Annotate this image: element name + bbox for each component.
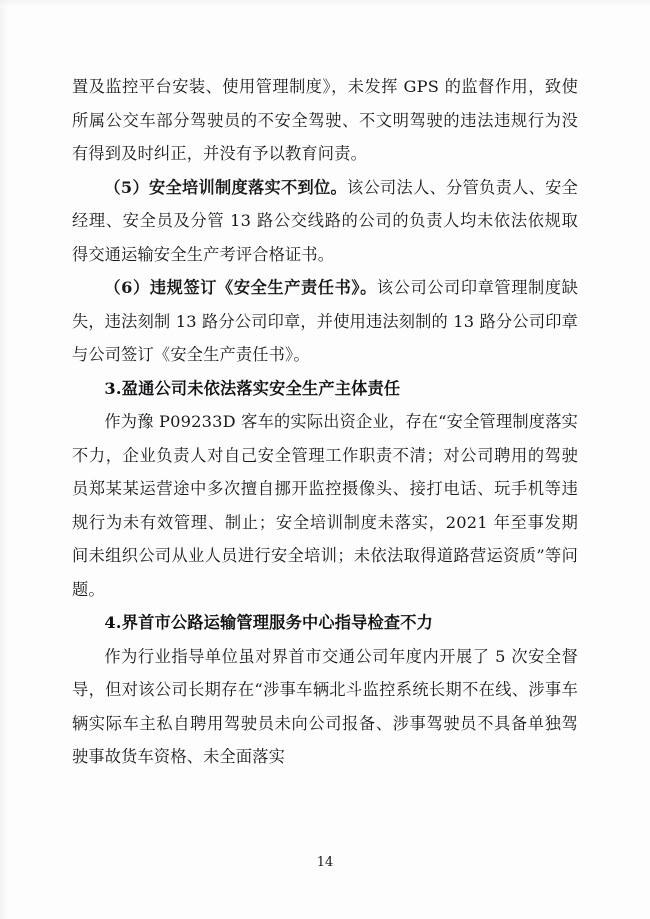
document-body [72,70,578,774]
scan-edge-top [0,0,650,8]
heading-section-3: 3.盈通公司未依法落实安全生产主体责任 [104,378,401,398]
paragraph-item-6-text: 该公司公司印章管理制度缺失，违法刻制 13 路分公司印章，并使用违法刻制的 13 路分公司印章与公司签订《安全生产责任书》。 [72,278,578,364]
paragraph-item-6 [72,271,578,372]
paragraph-item-5 [72,171,578,272]
paragraph-section-3-body: 作为豫 P09233D 客车的实际出资企业，存在“安全管理制度落实不力，企业负责人对自己安全管理工作职责不清；对公司聘用的驾驶员郑某某运营途中多次擅自挪开监控摄像头、接打电话、玩手机等违规行为未有效管理、制止；安全培训制度未落实，2021 年至事发期间未组织公司从业人员进行安全培训；未依法取得道路营运资质”等问题。 [72,412,578,599]
heading-section-4: 4.界首市公路运输管理服务中心指导检查不力 [104,613,434,632]
paragraph-item-5-lead: （5）安全培训制度落实不到位。 [104,177,348,197]
scan-edge-left [0,0,10,919]
paragraph-section-4-body: 作为行业指导单位虽对界首市交通公司年度内开展了 5 次安全督导，但对该公司长期存在“涉事车辆北斗监控系统长期不在线、涉事车辆实际车主私自聘用驾驶员未向公司报备、涉事驾驶员不具备单独驾驶事故货车资格、未全面落实 [72,646,578,766]
page-number: 14 [316,855,334,870]
paragraph-item-6-lead: （6）违规签订《安全生产责任书》。 [104,278,377,297]
paragraph-continuation: 置及监控平台安装、使用管理制度》，未发挥 GPS 的监督作用，致使所属公交车部分驾驶员的不安全驾驶、不文明驾驶的违法违规行为没有得到及时纠正，并没有予以教育问责。 [72,77,578,163]
paragraph-item-5-text: 该公司法人、分管负责人、安全经理、安全员及分管 13 路公交线路的公司的负责人均未依法依规取得交通运输安全生产考评合格证书。 [72,177,578,264]
